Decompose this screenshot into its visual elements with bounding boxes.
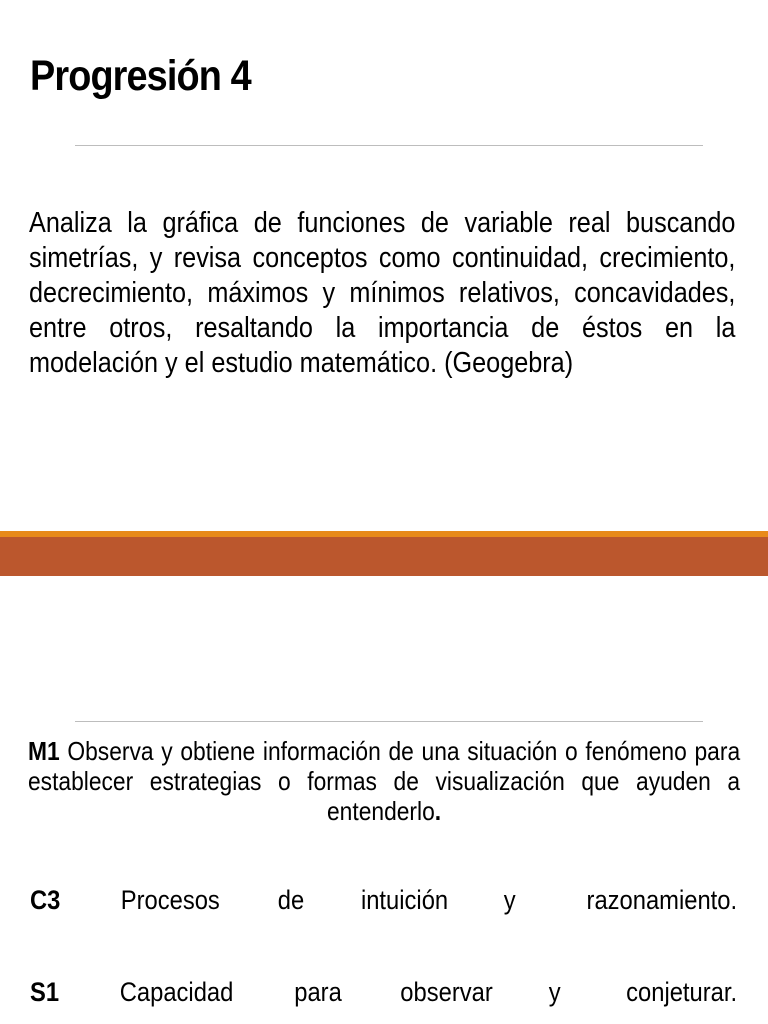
- competency-m1-code: M1: [28, 736, 60, 766]
- competency-s1-word: y: [548, 977, 561, 1007]
- competency-s1: [30, 977, 737, 1008]
- competency-c3-word: de: [277, 885, 304, 915]
- competency-m1: [28, 736, 740, 826]
- competency-m1-text: Observa y obtiene información de una situación o fenómeno para establecer estrategias o formas de visualización que ayuden a entenderlo: [28, 736, 741, 826]
- competency-c3-word: Procesos: [120, 885, 220, 915]
- competency-s1-word: para: [293, 977, 342, 1007]
- slide-title: Progresión 4: [30, 52, 251, 100]
- title-divider: [75, 145, 703, 146]
- competency-c3-code: C3: [30, 885, 61, 915]
- competency-c3-word: razonamiento.: [586, 885, 737, 915]
- section-divider: [75, 721, 703, 722]
- competency-s1-word: observar: [400, 977, 493, 1007]
- progression-description: Analiza la gráfica de funciones de variable real buscando simetrías, y revisa conceptos como continuidad, crecimiento, decrecimiento, máximos y mínimos relativos, concavidades, entre otros, resaltando la importancia de éstos en la modelación y el estudio matemático. (Geogebra): [29, 207, 736, 379]
- accent-band-rust: [0, 537, 768, 576]
- competency-s1-word: Capacidad: [120, 977, 234, 1007]
- competency-s1-word: conjeturar.: [626, 977, 737, 1007]
- competency-s1-code: S1: [30, 977, 60, 1007]
- competency-c3-word: intuición: [360, 885, 448, 915]
- competency-m1-end: .: [434, 796, 442, 826]
- competency-c3-word: y: [503, 885, 516, 915]
- competency-c3: [30, 885, 737, 916]
